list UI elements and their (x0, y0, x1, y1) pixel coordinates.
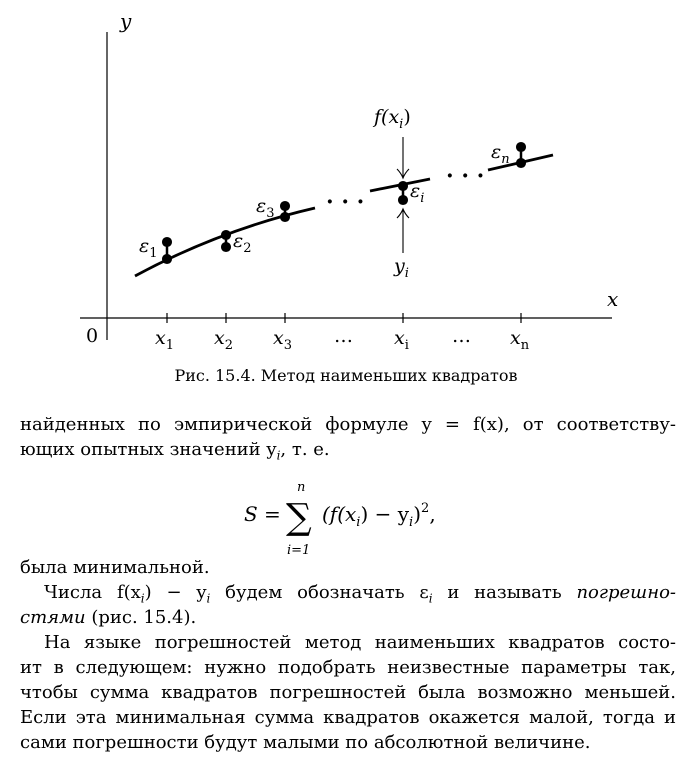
paragraph-3-line-1: Числа $f(x_i) - y_i$ будем обозначать $\varepsilon_i$ и называть погрешно- (44, 582, 676, 606)
tick-label-x2: $x_2$ (214, 327, 233, 353)
tick-label-dots-1: … (334, 325, 353, 347)
figure-caption: Рис. 15.4. Метод наименьших квадратов (174, 366, 518, 385)
svg-text:i=1: i=1 (287, 543, 311, 558)
svg-text:n: n (297, 480, 306, 495)
error-bar-1 (163, 238, 171, 263)
paragraph-1-line-2: ющих опытных значений $y_i$, т. е. (20, 439, 330, 463)
tick-label-xi: $x_i$ (394, 327, 409, 353)
eps-label-3: $\varepsilon_3$ (256, 195, 275, 221)
arrow-up-icon (397, 209, 409, 253)
error-bar-n (517, 143, 525, 167)
tick-label-x1: $x_1$ (155, 327, 174, 353)
tick-label-xn: $x_n$ (510, 327, 530, 353)
error-bar-i (399, 182, 407, 204)
paragraph-4-line-4: Если эта минимальная сумма квадратов окажется малой, тогда и (20, 707, 676, 728)
curve-ellipsis-1: · · · (326, 189, 365, 215)
paragraph-4-line-3: чтобы сумма квадратов погрешностей была возможно меньшей. (20, 682, 676, 703)
tick-label-x3: $x_3$ (273, 327, 292, 353)
svg-text:∑: ∑ (286, 497, 312, 538)
paragraph-4-line-1: На языке погрешностей метод наименьших квадратов состо- (44, 632, 676, 653)
paragraph-3-line-2: стями (рис. 15.4). (20, 607, 197, 628)
eps-label-n: $\varepsilon_n$ (491, 141, 510, 167)
paragraph-4-line-5: сами погрешности будут малыми по абсолютной величине. (20, 732, 591, 753)
y-i-label: $y_i$ (394, 255, 409, 281)
paragraph-4-line-2: ит в следующем: нужно подобрать неизвестные параметры так, (20, 657, 676, 678)
origin-label: 0 (86, 325, 99, 347)
error-bar-2 (222, 231, 230, 251)
paragraph-1-line-1: найденных по эмпирической формуле y = f(x), от соответству- (20, 414, 676, 435)
sum-of-squares-formula (0, 474, 692, 564)
eps-label-2: $\varepsilon_2$ (233, 230, 252, 256)
y-axis-label: y (120, 9, 132, 33)
error-bar-3 (281, 202, 289, 221)
arrow-down-icon (397, 137, 409, 178)
eps-label-1: $\varepsilon_1$ (139, 235, 158, 261)
paragraph-2: была минимальной. (20, 557, 210, 578)
f-xi-label: $f(x_i)$ (374, 106, 411, 132)
curve-ellipsis-2: · · · (446, 163, 485, 189)
tick-label-dots-2: … (452, 325, 471, 347)
eps-label-i: $\varepsilon_i$ (410, 180, 425, 206)
x-axis-label: x (607, 287, 619, 311)
svg-text:S =: S = (244, 502, 281, 526)
least-squares-figure (0, 0, 692, 360)
svg-text:(f(xi) − yi)2,: $(f(x_i) - y_i)^2$, (322, 501, 436, 530)
